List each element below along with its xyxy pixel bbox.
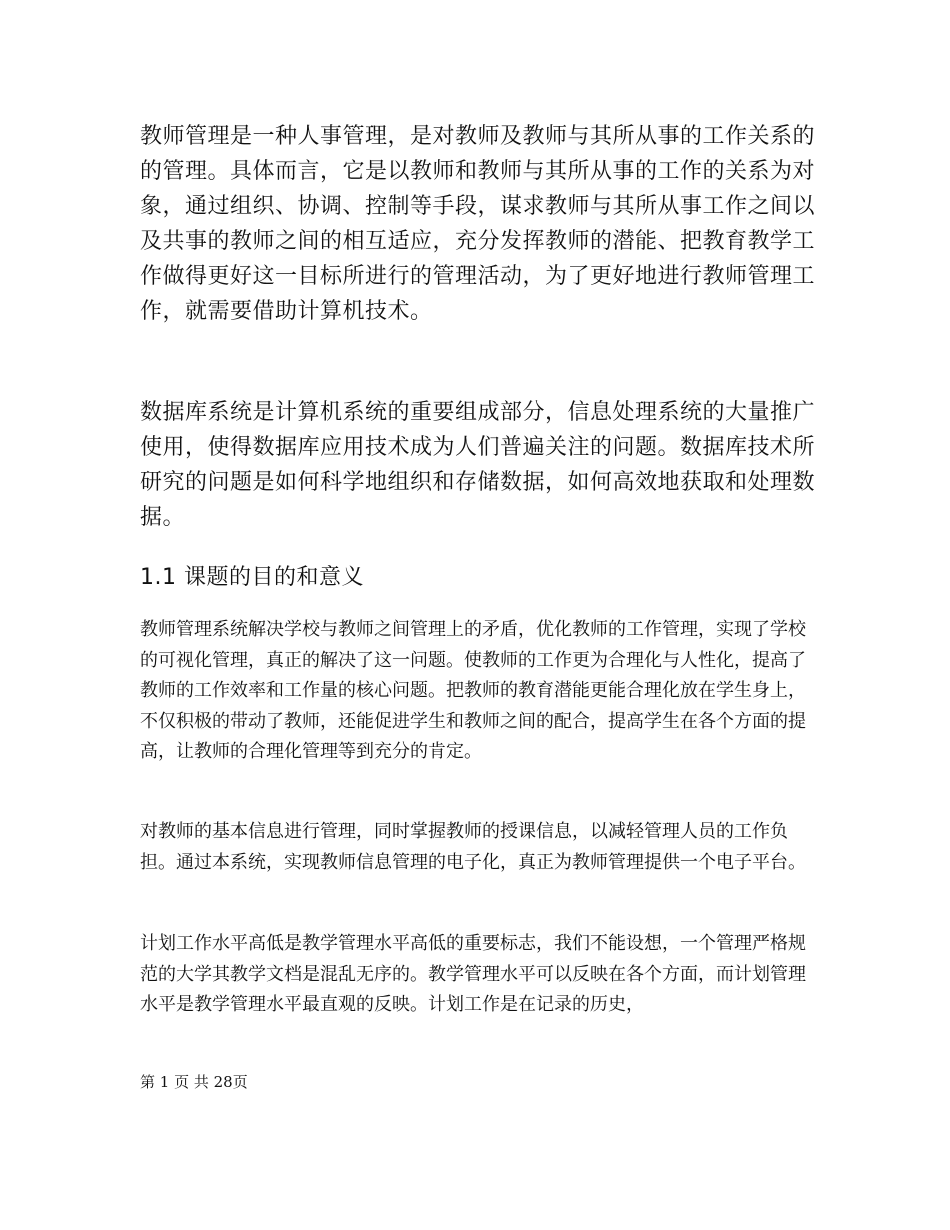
paragraph-planning-work: 计划工作水平高低是教学管理水平高低的重要标志，我们不能设想，一个管理严格规范的大学其教学文档是混乱无序的。教学管理水平可以反映在各个方面，而计划管理水平是教学管理水平最直观的反映。计划工作是在记录的历史， — [140, 933, 806, 1015]
paragraph-basic-info: 对教师的基本信息进行管理，同时掌握教师的授课信息，以减轻管理人员的工作负担。通过本系统，实现教师信息管理的电子化，真正为教师管理提供一个电子平台。 — [140, 821, 806, 873]
paragraph-purpose: 教师管理系统解决学校与教师之间管理上的矛盾，优化教师的工作管理，实现了学校的可视化管理，真正的解决了这一问题。使教师的工作更为合理化与人性化，提高了教师的工作效率和工作量的核心问题。把教师的教育潜能更能合理化放在学生身上，不仅积极的带动了教师，还能促进学生和教师之间的配合，提高学生在各个方面的提高，让教师的合理化管理等到充分的肯定。 — [140, 619, 806, 762]
page-number-footer: 第 1 页 共 28页 — [140, 1073, 248, 1091]
paragraph-database-system: 数据库系统是计算机系统的重要组成部分，信息处理系统的大量推广使用，使得数据库应用技术成为人们普遍关注的问题。数据库技术所研究的问题是如何科学地组织和存储数据，如何高效地获取和处理数据。 — [140, 400, 816, 530]
paragraph-teacher-management: 教师管理是一种人事管理，是对教师及教师与其所从事的工作关系的的管理。具体而言，它是以教师和教师与其所从事的工作的关系为对象，通过组织、协调、控制等手段，谋求教师与其所从事工作之间以及共事的教师之间的相互适应，充分发挥教师的潜能、把教育教学工作做得更好这一目标所进行的管理活动，为了更好地进行教师管理工作，就需要借助计算机技术。 — [140, 124, 816, 324]
section-heading: 1.1 课题的目的和意义 — [140, 565, 364, 590]
